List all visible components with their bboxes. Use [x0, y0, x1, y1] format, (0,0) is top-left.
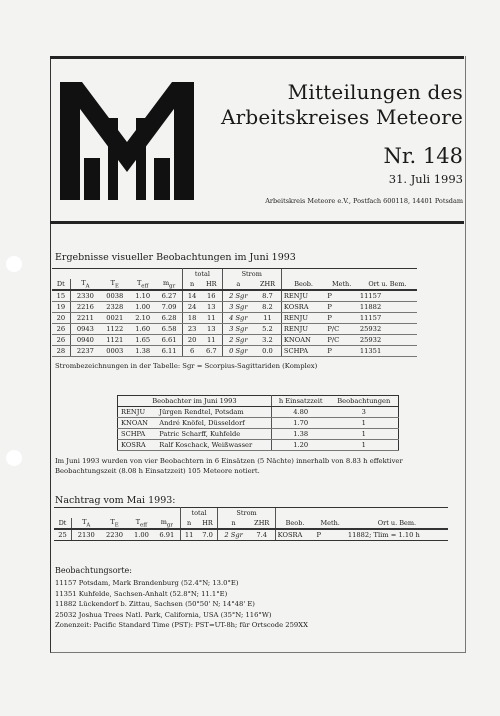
supplement-col-hr: HR: [198, 518, 218, 529]
issue-date: 31. Juli 1993: [388, 172, 463, 186]
table-cell: 2211: [70, 313, 100, 324]
table-cell: 11: [180, 529, 197, 541]
table-row: [52, 313, 417, 324]
observer-cell: Patric Scharff, Kuhfelde: [156, 429, 271, 440]
journal-title: Mitteilungen des Arbeitskreises Meteore: [221, 80, 463, 129]
col-teff: $T_{eff}$: [129, 279, 155, 290]
site-line: 11157 Potsdam, Mark Brandenburg (52.4°N; 13.0°E): [55, 579, 239, 588]
table-cell: 26: [52, 324, 70, 335]
observer-cell: 1: [329, 429, 398, 440]
observer-cell: 4.80: [271, 407, 329, 418]
table-cell: 1.00: [129, 529, 154, 541]
col-beob: Beob.: [281, 279, 325, 290]
supplement-col-teff: $T_{eff}$: [129, 518, 154, 529]
supplement-col-n: n: [180, 518, 197, 529]
table-cell: SCHPA: [281, 346, 325, 357]
supplement-col-beob: Beob.: [275, 518, 314, 529]
table-cell: 4 Sgr: [222, 313, 254, 324]
table-cell: 6: [183, 346, 201, 357]
table-cell: 0940: [70, 335, 100, 346]
table-cell: 2.10: [129, 313, 155, 324]
table-cell: 7.4: [249, 529, 275, 541]
header-total: total: [183, 269, 222, 280]
site-line: 11882 Lückendorf b. Zittau, Sachsen (50°50' N; 14°48' E): [55, 600, 255, 609]
table-cell: 13: [201, 302, 222, 313]
table-cell: 11157: [358, 313, 417, 324]
table-row: [52, 335, 417, 346]
table-cell: 0021: [100, 313, 129, 324]
col-zhr: ZHR: [254, 279, 281, 290]
table-cell: 3.2: [254, 335, 281, 346]
col-mgr: $m_{gr}$: [156, 279, 183, 290]
table-cell: 11: [201, 335, 222, 346]
table-cell: 1.00: [129, 302, 155, 313]
section-heading-june: Ergebnisse visueller Beobachtungen im Juni 1993: [55, 252, 296, 263]
table-cell: 20: [52, 313, 70, 324]
col-dt: Dt: [52, 279, 70, 290]
table-cell: 2237: [70, 346, 100, 357]
table-cell: P: [325, 313, 358, 324]
observer-cell: 1: [329, 418, 398, 429]
sites-heading: Beobachtungsorte:: [55, 566, 132, 575]
supplement-col-meth: Meth.: [314, 518, 345, 529]
supplement-col-strom-n: n: [218, 518, 249, 529]
table-cell: 6.11: [156, 346, 183, 357]
table-cell: P/C: [325, 335, 358, 346]
table-cell: 11882; Tlim = 1.10 h: [346, 529, 448, 541]
table-cell: 2 Sgr: [222, 290, 254, 302]
table-cell: P: [314, 529, 345, 541]
observer-cell: SCHPA: [118, 429, 157, 440]
observers-table: [117, 395, 399, 451]
site-line: 11351 Kuhfelde, Sachsen-Anhalt (52.8°N; 11.1°E): [55, 589, 228, 598]
site-line: 25032 Joshua Trees Natl. Park, California, USA (35°N; 116°W): [55, 610, 272, 619]
col-ta: $T_A$: [70, 279, 100, 290]
table-cell: 23: [183, 324, 201, 335]
observations-table: [52, 268, 417, 357]
table-cell: 7.09: [156, 302, 183, 313]
table-cell: KOSRA: [281, 302, 325, 313]
table-cell: P: [325, 346, 358, 357]
table-cell: 11157: [358, 290, 417, 302]
table-cell: 2216: [70, 302, 100, 313]
supplement-col-dt: Dt: [54, 518, 71, 529]
table-cell: 8.7: [254, 290, 281, 302]
table-cell: 1.65: [129, 335, 155, 346]
stream-note: Strombezeichnungen in der Tabelle: Sgr = Scorpius-Sagittariden (Komplex): [55, 362, 318, 370]
table-cell: 0943: [70, 324, 100, 335]
table-cell: 1.10: [129, 290, 155, 302]
observer-cell: 1.70: [271, 418, 329, 429]
table-cell: 0003: [100, 346, 129, 357]
observer-cell: KNOAN: [118, 418, 157, 429]
table-cell: 18: [183, 313, 201, 324]
table-cell: 1121: [100, 335, 129, 346]
observer-cell: 1.20: [271, 440, 329, 451]
observer-cell: 1: [329, 440, 398, 451]
table-cell: 24: [183, 302, 201, 313]
table-cell: 7.0: [198, 529, 218, 541]
header-rule: [50, 221, 464, 224]
table-cell: 2 Sgr: [218, 529, 249, 541]
observer-cell: KOSRA: [118, 440, 157, 451]
issue-number: Nr. 148: [383, 144, 463, 168]
observer-row: [118, 440, 399, 451]
table-row: [54, 529, 448, 541]
table-row: [52, 302, 417, 313]
punch-hole-top: [6, 256, 22, 272]
table-cell: P/C: [325, 324, 358, 335]
observer-cell: André Knöfel, Düsseldorf: [156, 418, 271, 429]
table-cell: 6.27: [156, 290, 183, 302]
table-cell: 2330: [70, 290, 100, 302]
timezone-line: Zonenzeit: Pacific Standard Time (PST): PST=UT-8h; für Ortscode 259XX: [55, 621, 308, 630]
observer-cell: 3: [329, 407, 398, 418]
table-cell: 8.2: [254, 302, 281, 313]
supplement-table: [54, 507, 448, 541]
table-cell: 26: [52, 335, 70, 346]
table-cell: 1122: [100, 324, 129, 335]
supplement-col-zhr: ZHR: [249, 518, 275, 529]
table-cell: 15: [52, 290, 70, 302]
table-cell: 25: [54, 529, 71, 541]
table-cell: RENJU: [281, 313, 325, 324]
supplement-col-mgr: $m_{gr}$: [154, 518, 180, 529]
observer-cell: 1.38: [271, 429, 329, 440]
supplement-col-ort: Ort u. Bem.: [346, 518, 448, 529]
observer-cell: Jürgen Rendtel, Potsdam: [156, 407, 271, 418]
table-cell: 6.61: [156, 335, 183, 346]
supplement-header-total: total: [180, 508, 218, 519]
publisher-address: Arbeitskreis Meteore e.V., Postfach 600118, 14401 Potsdam: [265, 197, 463, 205]
col-te: $T_E$: [100, 279, 129, 290]
table-cell: 25932: [358, 324, 417, 335]
table-cell: 13: [201, 324, 222, 335]
table-cell: 11882: [358, 302, 417, 313]
table-cell: RENJU: [281, 290, 325, 302]
table-cell: 19: [52, 302, 70, 313]
observers-header-hours: h Einsatzzeit: [271, 396, 329, 407]
col-ort: Ort u. Bem.: [358, 279, 417, 290]
col-a: a: [222, 279, 254, 290]
table-cell: 28: [52, 346, 70, 357]
table-cell: 2130: [71, 529, 100, 541]
table-row: [52, 290, 417, 302]
top-rule: [50, 56, 464, 59]
observers-header-name: Beobachter im Juni 1993: [118, 396, 272, 407]
table-cell: 1.60: [129, 324, 155, 335]
observer-row: [118, 407, 399, 418]
table-cell: 11: [201, 313, 222, 324]
table-cell: P: [325, 290, 358, 302]
table-cell: 1.38: [129, 346, 155, 357]
col-hr: HR: [201, 279, 222, 290]
table-cell: 5.2: [254, 324, 281, 335]
table-cell: 6.91: [154, 529, 180, 541]
observer-cell: Ralf Koschack, Weißwasser: [156, 440, 271, 451]
col-meth: Meth.: [325, 279, 358, 290]
table-cell: 11351: [358, 346, 417, 357]
punch-hole-bottom: [6, 450, 22, 466]
table-cell: 20: [183, 335, 201, 346]
table-cell: RENJU: [281, 324, 325, 335]
table-row: [52, 324, 417, 335]
table-cell: KOSRA: [275, 529, 314, 541]
table-cell: P: [325, 302, 358, 313]
summary-paragraph: Im Juni 1993 wurden von vier Beobachtern in 6 Einsätzen (5 Nächte) innerhalb von 8.83 h effektiver Beobachtungszeit (8.08 h Einsatzzeit) 105 Meteore notiert.: [55, 457, 403, 475]
table-cell: 6.58: [156, 324, 183, 335]
table-cell: 2 Sgr: [222, 335, 254, 346]
observation-sites: [55, 566, 308, 630]
table-cell: 2328: [100, 302, 129, 313]
section-heading-may: Nachtrag vom Mai 1993:: [55, 495, 176, 506]
header-strom: Strom: [222, 269, 281, 280]
table-cell: 2230: [100, 529, 128, 541]
observer-row: [118, 418, 399, 429]
table-cell: 25932: [358, 335, 417, 346]
table-cell: 6.28: [156, 313, 183, 324]
table-cell: 0.0: [254, 346, 281, 357]
table-cell: 3 Sgr: [222, 302, 254, 313]
table-cell: 0038: [100, 290, 129, 302]
supplement-col-ta: $T_A$: [71, 518, 100, 529]
observers-header-count: Beobachtungen: [329, 396, 398, 407]
table-cell: 3 Sgr: [222, 324, 254, 335]
table-cell: 6.7: [201, 346, 222, 357]
table-cell: 14: [183, 290, 201, 302]
table-cell: 0 Sgr: [222, 346, 254, 357]
supplement-header-strom: Strom: [218, 508, 275, 519]
observer-cell: RENJU: [118, 407, 157, 418]
table-cell: 11: [254, 313, 281, 324]
col-n: n: [183, 279, 201, 290]
table-row: [52, 346, 417, 357]
amm-logo: [58, 80, 196, 204]
observer-row: [118, 429, 399, 440]
table-cell: 16: [201, 290, 222, 302]
supplement-col-te: $T_E$: [100, 518, 128, 529]
table-cell: KNOAN: [281, 335, 325, 346]
